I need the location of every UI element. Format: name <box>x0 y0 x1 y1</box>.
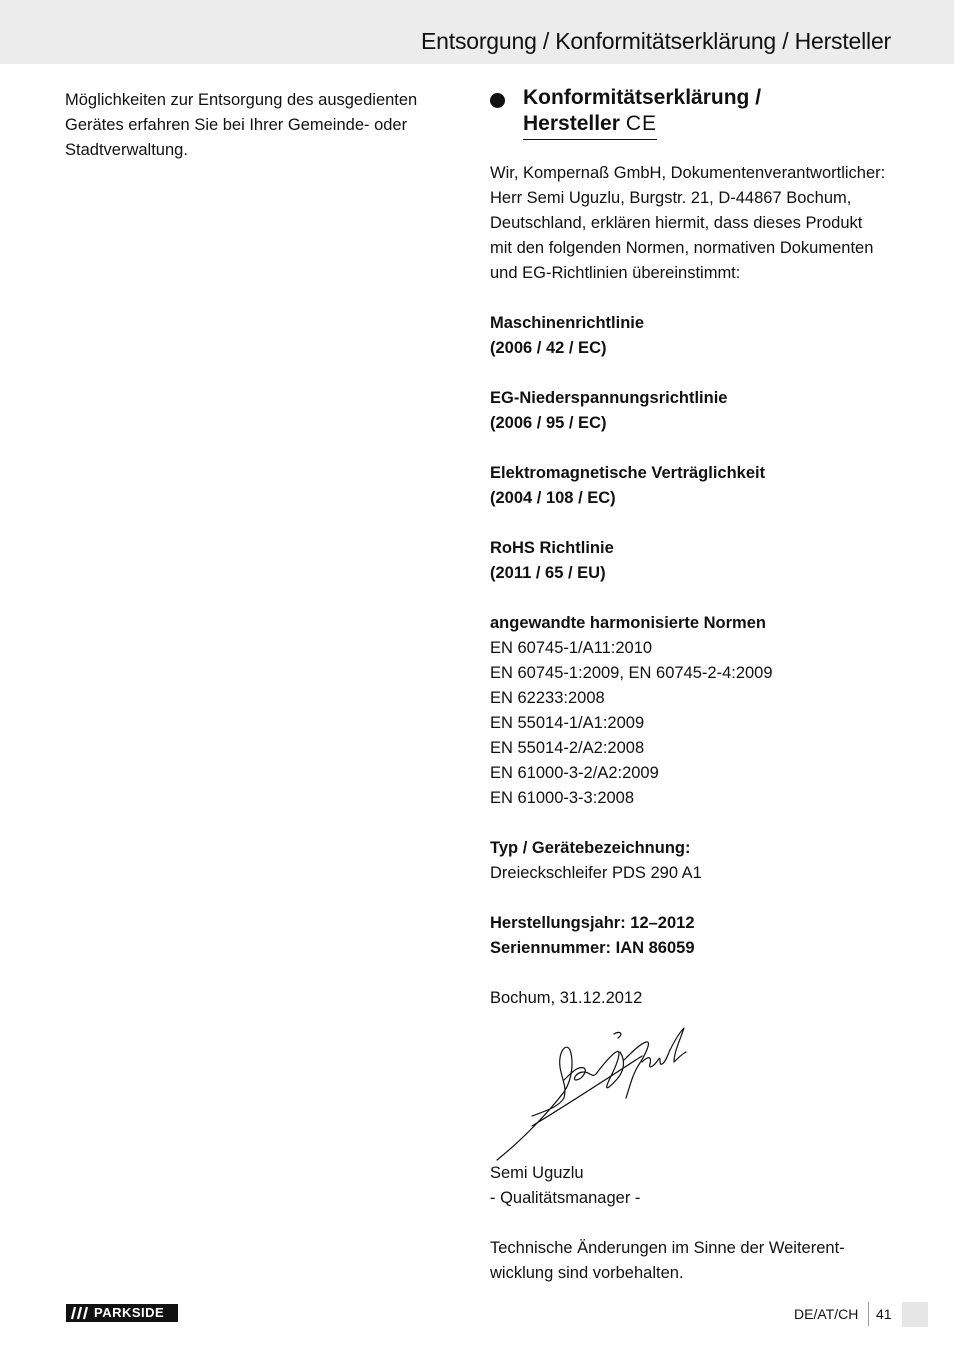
directive-name: Maschinenrichtlinie <box>490 314 645 332</box>
type-block <box>490 836 900 886</box>
directive-code: (2006 / 95 / EC) <box>490 414 607 432</box>
norm-item: EN 62233:2008 <box>490 689 605 707</box>
directive-emc <box>490 461 900 511</box>
text-line: Möglichkeiten zur Entsorgung des ausgedienten <box>65 91 418 109</box>
serial-number: Seriennummer: IAN 86059 <box>490 939 695 957</box>
heading-line-1: Konformitätserklärung / <box>523 86 762 109</box>
norm-item: EN 60745-1/A11:2010 <box>490 639 653 657</box>
norms-block <box>490 611 900 811</box>
place-date-text: Bochum, 31.12.2012 <box>490 989 643 1007</box>
text-line: Gerätes erfahren Sie bei Ihrer Gemeinde- oder <box>65 116 408 134</box>
directive-machinery <box>490 311 900 361</box>
disposal-text <box>65 88 455 163</box>
logo-stripes-icon <box>70 1306 92 1320</box>
page-title: Entsorgung / Konformitätserklärung / Hersteller <box>421 28 891 54</box>
type-value: Dreieckschleifer PDS 290 A1 <box>490 864 702 882</box>
production-year: Herstellungsjahr: 12–2012 <box>490 914 695 932</box>
disclaimer <box>490 1236 900 1286</box>
directive-name: EG-Niederspannungsrichtlinie <box>490 389 728 407</box>
intro-paragraph <box>490 161 900 286</box>
footer-tab <box>902 1302 928 1327</box>
section-heading <box>490 85 900 140</box>
directive-code: (2006 / 42 / EC) <box>490 339 607 357</box>
signature-image <box>492 1022 692 1162</box>
ce-mark-icon: CE <box>625 112 658 135</box>
text-line: Technische Änderungen im Sinne der Weiterent- <box>490 1239 845 1257</box>
norm-item: EN 55014-1/A1:2009 <box>490 714 645 732</box>
directive-code: (2011 / 65 / EU) <box>490 564 606 582</box>
text-line: mit den folgenden Normen, normativen Dokumenten <box>490 239 874 257</box>
heading-word: Hersteller <box>523 112 620 135</box>
norm-item: EN 55014-2/A2:2008 <box>490 739 645 757</box>
text-line: Wir, Kompernaß GmbH, Dokumentenverantwortlicher: <box>490 164 886 182</box>
directive-code: (2004 / 108 / EC) <box>490 489 616 507</box>
heading-line-2 <box>523 111 657 140</box>
directive-name: RoHS Richtlinie <box>490 539 614 557</box>
norm-item: EN 60745-1:2009, EN 60745-2-4:2009 <box>490 664 773 682</box>
place-date <box>490 986 900 1011</box>
text-line: Stadtverwaltung. <box>65 141 188 159</box>
text-line: Deutschland, erklären hiermit, dass dieses Produkt <box>490 214 863 232</box>
bullet-icon <box>490 93 505 108</box>
directive-name: Elektromagnetische Verträglichkeit <box>490 464 766 482</box>
signer-block <box>490 1161 900 1211</box>
norms-title: angewandte harmonisierte Normen <box>490 614 766 632</box>
text-line: Herr Semi Uguzlu, Burgstr. 21, D-44867 Bochum, <box>490 189 852 207</box>
text-line: wicklung sind vorbehalten. <box>490 1264 684 1282</box>
signer-name: Semi Uguzlu <box>490 1164 584 1182</box>
page-number: 41 <box>876 1306 892 1322</box>
directive-rohs <box>490 536 900 586</box>
brand-name: PARKSIDE <box>94 1305 165 1320</box>
type-label: Typ / Gerätebezeichnung: <box>490 839 691 857</box>
parkside-logo <box>66 1304 178 1322</box>
norm-item: EN 61000-3-2/A2:2009 <box>490 764 659 782</box>
text-line: und EG-Richtlinien übereinstimmt: <box>490 264 741 282</box>
norm-item: EN 61000-3-3:2008 <box>490 789 635 807</box>
footer-divider <box>868 1302 869 1326</box>
signer-role: - Qualitätsmanager - <box>490 1189 641 1207</box>
country-codes: DE/AT/CH <box>794 1306 859 1322</box>
production-block <box>490 911 900 961</box>
directive-low-voltage <box>490 386 900 436</box>
